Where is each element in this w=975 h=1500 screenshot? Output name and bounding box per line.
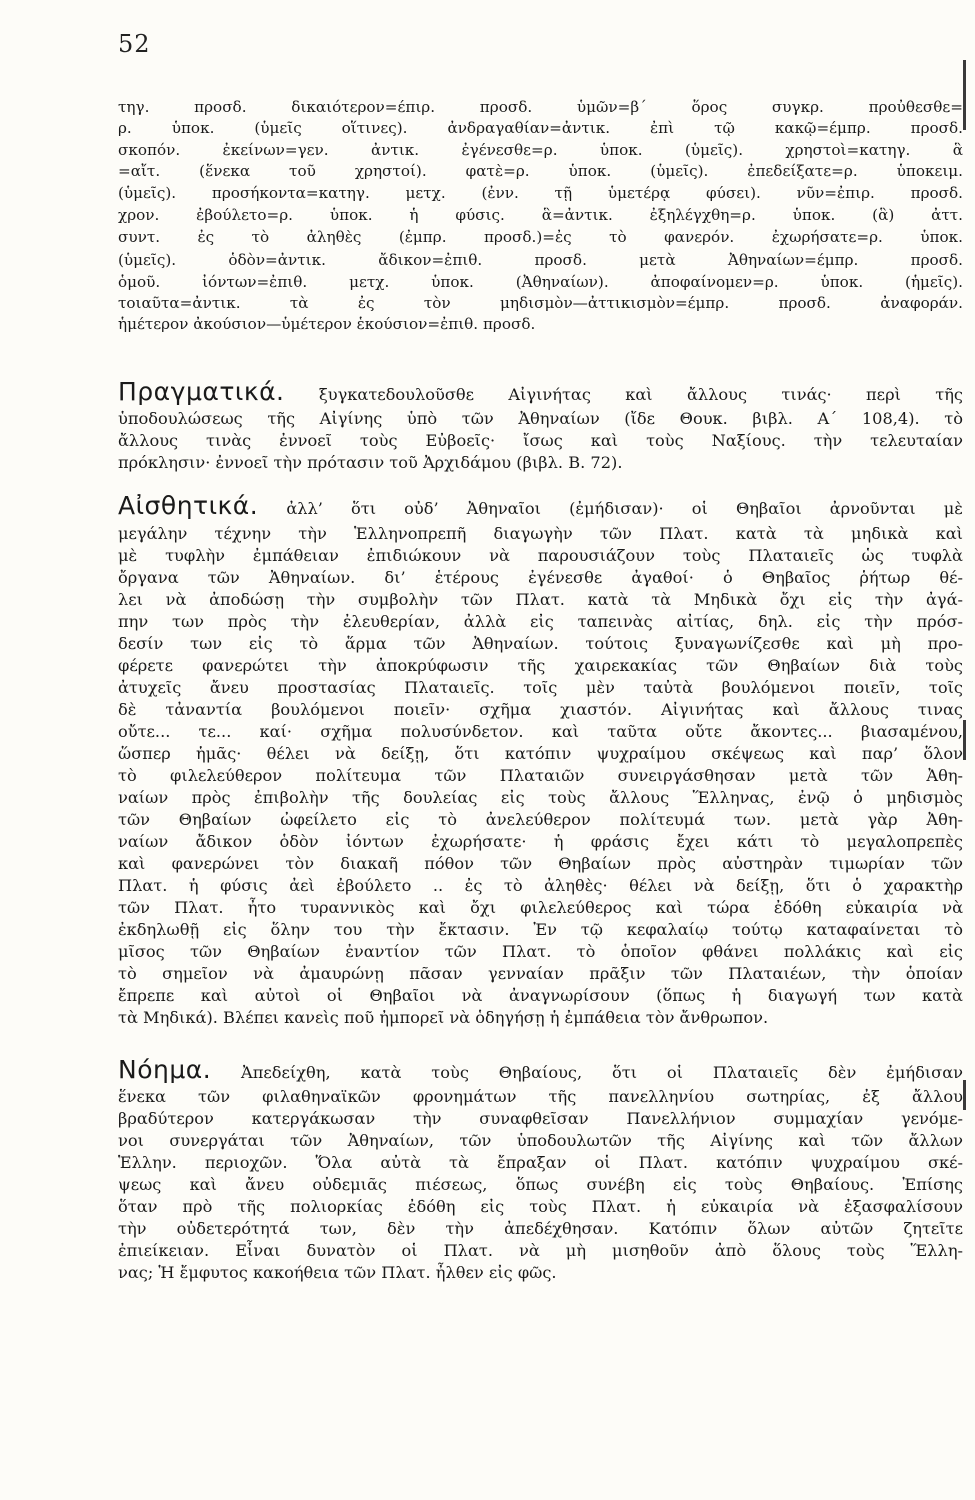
section-text: Ἀπεδείχθη, κατὰ τοὺς Θηβαίους, ὅτι οἱ Πλαταιεῖς δὲν ἐμήδισαν: [241, 1063, 963, 1082]
text-line: ἄλλους τινὰς ἐννοεῖ τοὺς Εὐβοεῖς· ἴσως καὶ τοὺς Ναξίους. τὴν τελευταίαν: [118, 431, 963, 450]
text-line: μὲ τυφλὴν ἐμπάθειαν ἐπιδιώκουν νὰ παρουσιάζουν τοὺς Πλαταιεῖς ὡς τυφλὰ: [118, 546, 963, 565]
text-line: ὥσπερ ἡμᾶς· θέλει νὰ δείξῃ, ὅτι κατόπιν ψυχραίμου σκέψεως καὶ παρ’ ὅλον: [118, 744, 963, 763]
text-line: Ἑλλην. περιοχῶν. Ὅλα αὐτὰ τὰ ἔπραξαν οἱ Πλατ. κατόπιν ψυχραίμου σκέ-: [118, 1153, 963, 1172]
text-line: μῖσος τῶν Θηβαίων ἐναντίον τῶν Πλατ. τὸ ὁποῖον φθάνει πολλάκις καὶ εἰς: [118, 942, 963, 961]
section-heading: Αἰσθητικά.: [118, 492, 259, 520]
text-line: νοι συνεργάται τῶν Ἀθηναίων, τῶν ὑποδουλωτῶν τῆς Αἰγίνης καὶ τῶν ἄλλων: [118, 1131, 963, 1150]
text-line: λει νὰ ἀποδώσῃ τὴν συμβολὴν τῶν Πλατ. κατὰ τὰ Μηδικὰ ὄχι εἰς τὴν ἀγά-: [118, 590, 963, 609]
text-line: (ὑμεῖς). προσήκοντα=κατηγ. μετχ. (ἐνν. τῇ ὑμετέρᾳ φύσει). νῦν=ἐπιρ. προσδ.: [118, 184, 963, 202]
text-line: ὁμοῦ. ἰόντων=ἐπιθ. μετχ. ὑποκ. (Ἀθηναίων). ἀποφαίνομεν=ρ. ὑποκ. (ἡμεῖς).: [118, 273, 963, 291]
text-line: συντ. ἐς τὸ ἀληθὲς (ἐμπρ. προσδ.)=ἐς τὸ φανερόν. ἐχωρήσατε=ρ. ὑποκ.: [118, 228, 963, 246]
text-line: φέρετε φανερώτει τὴν ἀποκρύφωσιν τῆς χαιρεκακίας τῶν Θηβαίων διὰ τοὺς: [118, 656, 963, 675]
text-line: σκοπόν. ἐκείνων=γεν. ἀντικ. ἐγένεσθε=ρ. ὑποκ. (ὑμεῖς). χρηστοὶ=κατηγ. ἃ: [118, 141, 963, 159]
section-heading: Νόημα.: [118, 1056, 212, 1084]
text-line: Πλατ. ἡ φύσις ἀεὶ ἐβούλετο .. ἐς τὸ ἀληθὲς· θέλει νὰ δείξῃ, ὅτι ὁ χαρακτὴρ: [118, 876, 963, 895]
text-line: [118, 378, 963, 409]
text-line: τὸ σημεῖον νὰ ἀμαυρώνῃ πᾶσαν γενναίαν πρᾶξιν τῶν Πλαταιέων, τὴν ὁποίαν: [118, 964, 963, 983]
text-line: ἐκδηλωθῇ εἰς ὅλην του τὴν ἔκτασιν. Ἐν τῷ κεφαλαίῳ τούτῳ καταφαίνεται τὸ: [118, 920, 963, 939]
text-line: [118, 492, 963, 523]
text-line: τὸ φιλελεύθερον πολίτευμα τῶν Πλαταιῶν συνειργάσθησαν μετὰ τῶν Ἀθη-: [118, 766, 963, 785]
text-line: ἕνεκα τῶν φιλαθηναϊκῶν φρονημάτων τῆς πανελληνίου σωτηρίας, ἐξ ἄλλου: [118, 1087, 963, 1106]
text-line: ὄργανα τῶν Ἀθηναίων. δι’ ἑτέρους ἐγένεσθε ἀγαθοί· ὁ Θηβαῖος ῥήτωρ θέ-: [118, 568, 963, 587]
text-line: ἔπρεπε καὶ αὐτοὶ οἱ Θηβαῖοι νὰ ἀναγνωρίσουν (ὅπως ἡ διαγωγή των κατὰ: [118, 986, 963, 1005]
scan-edge-mark: [963, 1080, 966, 1110]
text-line: τῶν Πλατ. ἦτο τυραννικὸς καὶ ὄχι φιλελεύθερος καὶ τώρα ἐδόθη εὐκαιρία νὰ: [118, 898, 963, 917]
section-text: ἀλλ’ ὅτι οὐδ’ Ἀθηναῖοι (ἐμήδισαν)· οἱ Θηβαῖοι ἀρνοῦνται μὲ: [286, 499, 963, 518]
text-line: δεσίν των εἰς τὸ ἅρμα τῶν Ἀθηναίων. τούτοις ξυναγωνίζεσθε καὶ μὴ προ-: [118, 634, 963, 653]
text-line: τηγ. προσδ. δικαιότερον=έπιρ. προσδ. ὑμῶν=β΄ ὅρος συγκρ. προὐθεσθε=: [118, 98, 963, 116]
text-line: ἀτυχεῖς ἄνευ προστασίας Πλαταιεῖς. τοῖς μὲν ταὐτὰ βουλόμενοι ποιεῖν, τοῖς: [118, 678, 963, 697]
text-line: οὔτε... τε... καί· σχῆμα πολυσύνδετον. καὶ ταῦτα οὔτε ἄκοντες... βιασαμένου,: [118, 722, 963, 741]
text-line: χρον. ἐβούλετο=ρ. ὑποκ. ἡ φύσις. ἃ=ἀντικ. ἐξηλέγχθη=ρ. ὑποκ. (ἃ) ἀττ.: [118, 206, 963, 224]
text-line: ναίων πρὸς ἐπιβολὴν τῆς δουλείας εἰς τοὺς ἄλλους Ἕλληνας, ἐνῷ ὁ μηδισμὸς: [118, 788, 963, 807]
page-number: 52: [118, 30, 151, 58]
text-line: ὑποδουλώσεως τῆς Αἰγίνης ὑπὸ τῶν Ἀθηναίων (ἴδε Θουκ. βιβλ. Α΄ 108,4). τὸ: [118, 409, 963, 428]
text-line: καὶ φανερώνει τὸν διακαῆ πόθον τῶν Θηβαίων πρὸς αὐστηρὰν τιμωρίαν τῶν: [118, 854, 963, 873]
text-line: τὴν οὐδετερότητά των, δὲν τὴν ἀπεδέχθησαν. Κατόπιν ὅλων αὐτῶν ζητεῖτε: [118, 1219, 963, 1238]
text-line: ὅταν πρὸ τῆς πολιορκίας ἐδόθη εἰς τοὺς Πλατ. ἡ εὐκαιρία νὰ ἐξασφαλίσουν: [118, 1197, 963, 1216]
text-line: =αἴτ. (ἕνεκα τοῦ χρηστοί). φατὲ=ρ. ὑποκ. (ὑμεῖς). ἐπεδείξατε=ρ. ὑποκειμ.: [118, 162, 963, 180]
scan-edge-mark: [963, 720, 966, 760]
text-line: (ὑμεῖς). ὁδὸν=ἀντικ. ἄδικον=ἐπιθ. προσδ. μετὰ Ἀθηναίων=έμπρ. προσδ.: [118, 251, 963, 269]
scan-edge-mark: [963, 60, 966, 130]
text-line: [118, 1056, 963, 1087]
text-line: ρ. ὑποκ. (ὑμεῖς οἵτινες). ἀνδραγαθίαν=ἀντικ. ἐπὶ τῷ κακῷ=έμπρ. προσδ.: [118, 119, 963, 137]
text-line: τὰ Μηδικά). Βλέπει κανεὶς ποῦ ἠμπορεῖ νὰ ὁδηγήσῃ ἡ ἐμπάθεια τὸν ἄνθρωπον.: [118, 1008, 769, 1027]
text-line: ἡμέτερον ἀκούσιον—ὑμέτερον ἑκούσιον=ἐπιθ. προσδ.: [118, 315, 536, 333]
text-line: τῶν Θηβαίων ὠφείλετο εἰς τὸ ἀνελεύθερον πολίτευμά των. μετὰ γὰρ Ἀθη-: [118, 810, 963, 829]
text-line: πρόκλησιν· ἐννοεῖ τὴν πρότασιν τοῦ Ἀρχιδάμου (βιβλ. Β. 72).: [118, 453, 623, 472]
text-line: τοιαῦτα=ἀντικ. τὰ ἐς τὸν μηδισμὸν—ἀττικισμὸν=έμπρ. προσδ. ἀναφοράν.: [118, 294, 963, 312]
text-line: βραδύτερον κατεργάκωσαν τὴν συναφθεῖσαν Πανελλήνιον συμμαχίαν γενόμε-: [118, 1109, 963, 1128]
text-line: μεγάλην τέχνην τὴν Ἑλληνοπρεπῆ διαγωγὴν τῶν Πλατ. κατὰ τὰ μηδικὰ καὶ: [118, 524, 963, 543]
section-text: ξυγκατεδουλοῦσθε Αἰγινήτας καὶ ἄλλους τινάς· περὶ τῆς: [318, 385, 963, 404]
text-line: ἐπιείκειαν. Εἶναι δυνατὸν οἱ Πλατ. νὰ μὴ μισηθοῦν ἀπὸ ὅλους τοὺς Ἕλλη-: [118, 1241, 963, 1260]
text-line: νας; Ἡ ἔμφυτος κακοήθεια τῶν Πλατ. ἦλθεν εἰς φῶς.: [118, 1263, 557, 1282]
text-line: ναίων ἄδικον ὁδὸν ἰόντων ἐχωρήσατε· ἡ φράσις ἔχει κάτι τὸ μεγαλοπρεπὲς: [118, 832, 963, 851]
text-line: δὲ τἀναντία βουλόμενοι ποιεῖν· σχῆμα χιαστόν. Αἰγινήτας καὶ ἄλλους τινας: [118, 700, 963, 719]
text-line: πην των πρὸς τὴν ἐλευθερίαν, ἀλλὰ εἰς ταπεινὰς αἰτίας, δηλ. εἰς τὴν πρόσ-: [118, 612, 963, 631]
section-heading: Πραγματικά.: [118, 378, 285, 406]
text-line: ψεως καὶ ἄνευ οὐδεμιᾶς πιέσεως, ὅπως συνέβη εἰς τοὺς Θηβαίους. Ἐπίσης: [118, 1175, 963, 1194]
